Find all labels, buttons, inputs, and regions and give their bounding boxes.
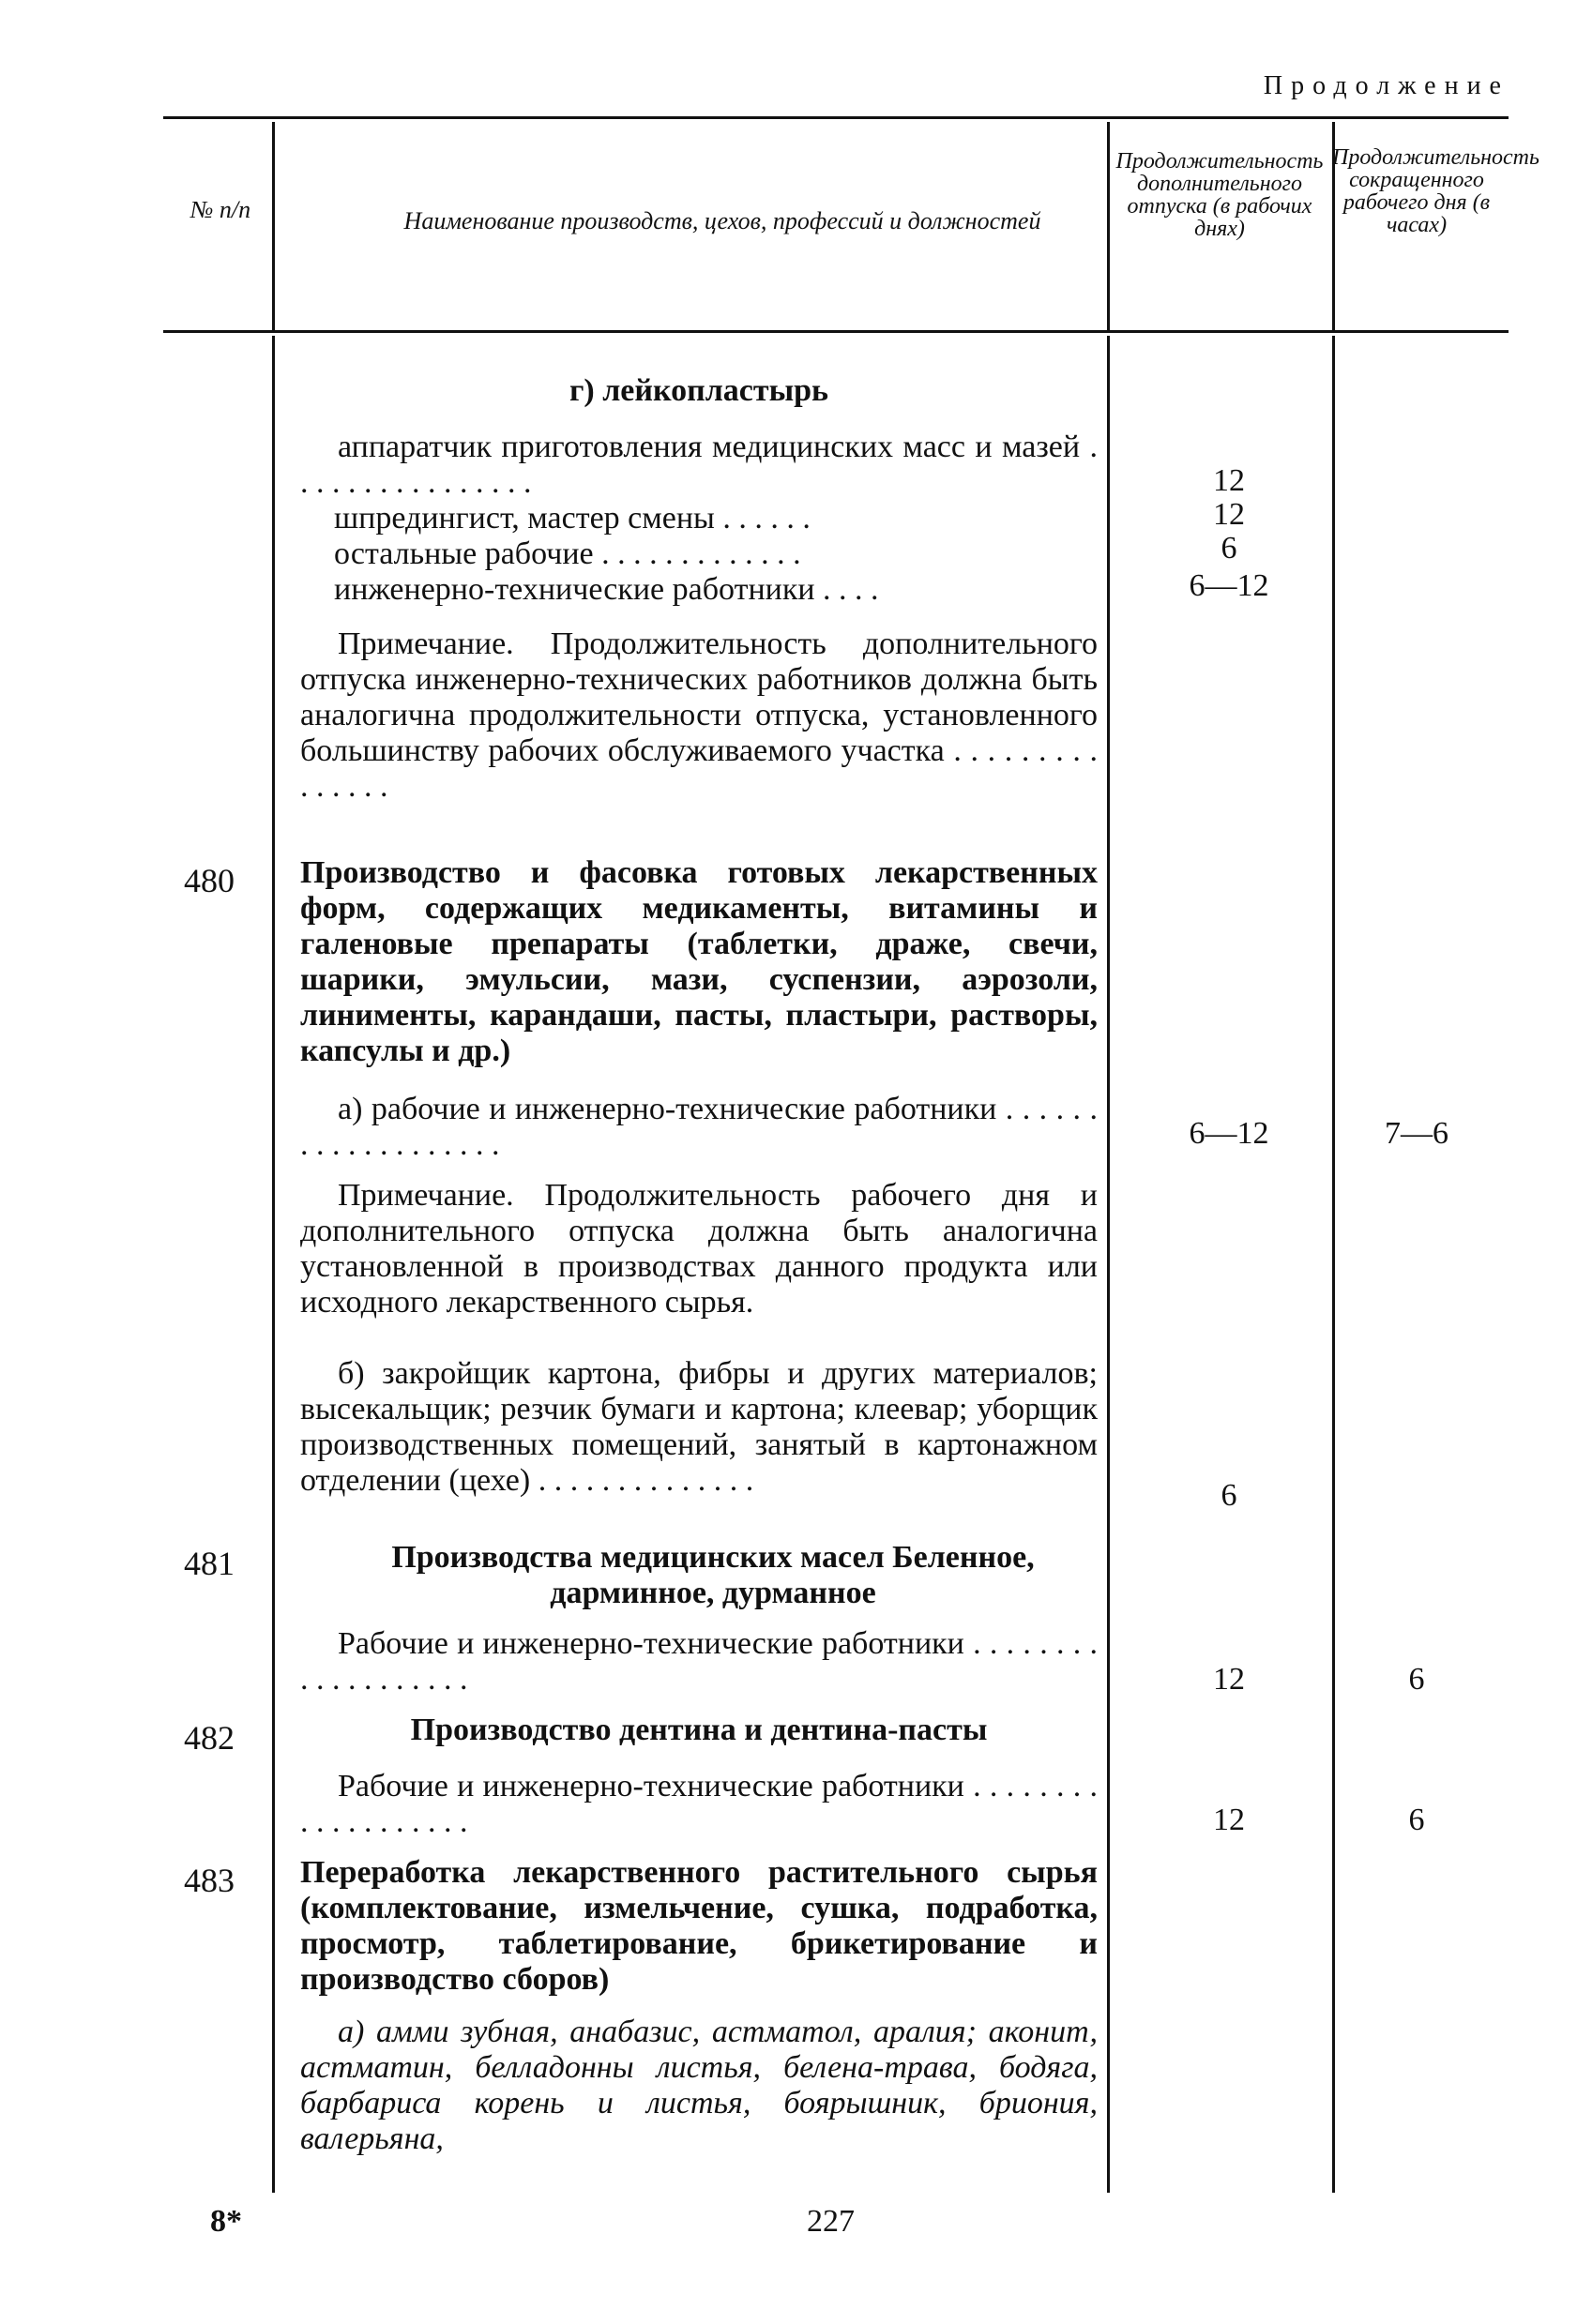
header-col-divider-2: [1107, 122, 1110, 330]
page-number: 227: [807, 2204, 855, 2239]
entry-480-item-a-shortday: 7—6: [1385, 1116, 1448, 1151]
entry-483-title: Переработка лекарственного растительного сырья (комплектование, измельчение, сушка, подработка, просмотр, таблетирование, брикетирование и производство сборов): [300, 1855, 1098, 1997]
body-col-divider-3: [1332, 336, 1335, 2193]
entry-480-item-a-vacation: 6—12: [1189, 1116, 1269, 1151]
section-g-row-2: шпредингист, мастер смены . . . . . .: [334, 501, 811, 536]
section-g-row-3: остальные рабочие . . . . . . . . . . . . .: [334, 536, 801, 571]
entry-481-number: 481: [184, 1545, 235, 1582]
header-shortday: Продолжительность сокращенного рабочего дня (в часах): [1332, 145, 1539, 237]
signature-mark: 8*: [210, 2204, 242, 2239]
continuation-label: Продолжение: [1263, 71, 1509, 100]
section-g-row-4-vacation: 6—12: [1189, 568, 1269, 603]
header-number: № п/п: [190, 196, 251, 223]
entry-482-number: 482: [184, 1719, 235, 1757]
entry-480-item-a: а) рабочие и инженерно-технические работники . . . . . . . . . . . . . . . . . . .: [300, 1092, 1098, 1162]
entry-481-shortday: 6: [1408, 1662, 1425, 1697]
entry-483-item-a: а) амми зубная, анабазис, астматол, аралия; аконит, астматин, белладонны листья, белена-трава, бодяга, барбариса корень и листья, боярышник, бриония, валерьяна,: [300, 2015, 1098, 2156]
entry-481-workers: Рабочие и инженерно-технические работники . . . . . . . . . . . . . . . . . . .: [300, 1626, 1098, 1697]
section-g-row-1-vacation: 12: [1213, 463, 1245, 498]
section-g-row-4: инженерно-технические работники . . . .: [334, 572, 879, 607]
entry-483-number: 483: [184, 1862, 235, 1899]
body-col-divider-1: [272, 336, 275, 2193]
entry-482-shortday: 6: [1408, 1803, 1425, 1837]
section-g-row-2-vacation: 12: [1213, 497, 1245, 532]
header-bottom-rule: [163, 330, 1509, 333]
entry-481-title: Производства медицинских масел Беленное, дарминное, дурманное: [391, 1540, 1035, 1610]
entry-480-number: 480: [184, 862, 235, 899]
entry-480-item-b: б) закройщик картона, фибры и других материалов; высекальщик; резчик бумаги и картона; клеевар; уборщик производственных помещений, занятый в картонажном отделении (цехе) . . . . . . . . . . . . . .: [300, 1356, 1098, 1498]
section-g-title: г) лейкопластырь: [569, 373, 829, 408]
section-g-note: Примечание. Продолжительность дополнительного отпуска инженерно-технических работников должна быть аналогична продолжительности отпуска, установленного большинству рабочих обслуживаемого участка . . . . . . . . . . . . . . .: [300, 626, 1098, 804]
table-top-rule: [163, 116, 1509, 119]
entry-480-title: Производство и фасовка готовых лекарственных форм, содержащих медикаменты, витамины и галеновые препараты (таблетки, драже, свечи, шарики, эмульсии, мази, суспензии, аэрозоли, линименты, карандаши, пасты, пластыри, растворы, капсулы и др.): [300, 855, 1098, 1068]
section-g-row-3-vacation: 6: [1221, 531, 1237, 566]
section-g-row-1: аппаратчик приготовления медицинских масс и мазей . . . . . . . . . . . . . . . .: [300, 430, 1098, 500]
entry-482-workers: Рабочие и инженерно-технические работники . . . . . . . . . . . . . . . . . . .: [300, 1769, 1098, 1839]
body-col-divider-2: [1107, 336, 1110, 2193]
entry-482-title: Производство дентина и дентина-пасты: [410, 1713, 988, 1747]
entry-482-vacation: 12: [1213, 1803, 1245, 1837]
entry-480-note: Примечание. Продолжительность рабочего дня и дополнительного отпуска должна быть аналогична установленной в производствах данного продукта или исходного лекарственного сырья.: [300, 1178, 1098, 1320]
header-name: Наименование производств, цехов, профессий и должностей: [403, 207, 1041, 234]
entry-481-vacation: 12: [1213, 1662, 1245, 1697]
header-col-divider-1: [272, 122, 275, 330]
header-vacation: Продолжительность дополнительного отпуска (в рабочих днях): [1115, 149, 1324, 241]
entry-480-item-b-vacation: 6: [1221, 1478, 1237, 1513]
